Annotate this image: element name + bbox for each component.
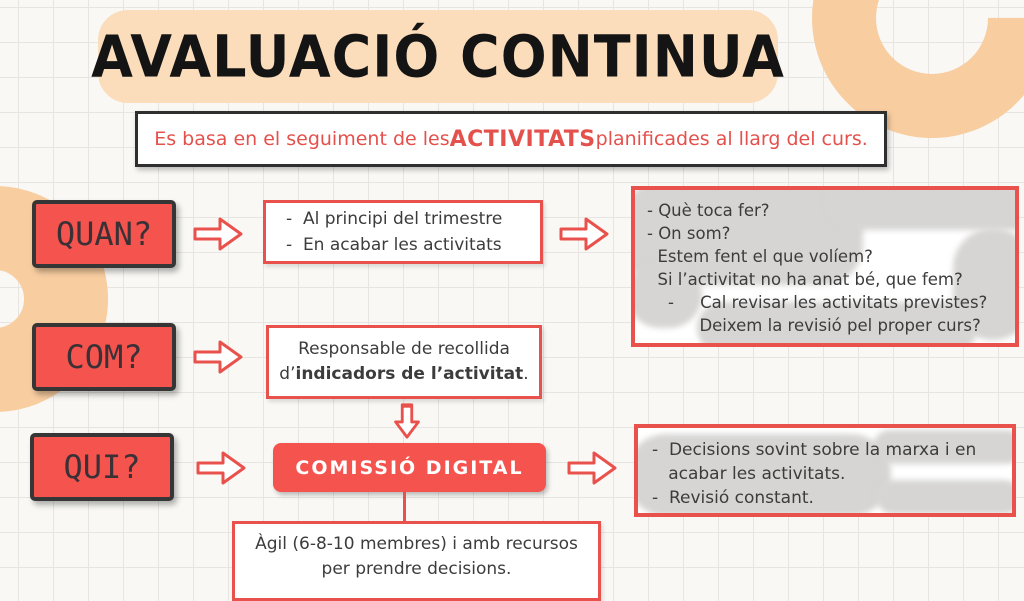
com-detail-box bbox=[266, 325, 542, 399]
subtitle-text-emphasis: ACTIVITATS bbox=[449, 126, 596, 152]
label-box-qui bbox=[30, 433, 174, 501]
com-detail-line2 bbox=[279, 362, 528, 387]
committee-note-text: Àgil (6-8-10 membres) i amb recursos per prendre decisions. bbox=[255, 534, 578, 579]
subtitle-text-pre: Es basa en el seguiment de les bbox=[154, 128, 450, 150]
arrow-right-icon bbox=[192, 338, 244, 376]
quan-result-line: - On som? bbox=[647, 224, 731, 243]
page-title: AVALUACIÓ CONTINUA bbox=[91, 22, 785, 91]
quan-result-line: Deixem la revisió pel proper curs? bbox=[647, 316, 981, 335]
comissio-digital-box bbox=[273, 443, 546, 492]
arrow-right-icon bbox=[195, 449, 247, 487]
label-box-com bbox=[32, 323, 176, 391]
committee-note-connector-line bbox=[403, 492, 406, 522]
label-qui: QUI? bbox=[63, 448, 141, 486]
arrow-right-icon bbox=[566, 449, 618, 487]
com-detail-line1: Responsable de recollida bbox=[298, 339, 510, 359]
quan-detail-line: - En acabar les activitats bbox=[286, 235, 502, 255]
quan-detail-line: - Al principi del trimestre bbox=[286, 209, 503, 229]
qui-result-line: - Revisió constant. bbox=[652, 488, 814, 508]
quan-result-line: - Cal revisar les activitats previstes? bbox=[647, 293, 988, 312]
label-box-quan bbox=[32, 200, 176, 268]
qui-result-box bbox=[634, 424, 1016, 517]
arrow-cap bbox=[401, 404, 412, 408]
arrow-right-icon bbox=[558, 215, 610, 253]
quan-result-box bbox=[631, 186, 1019, 347]
comissio-digital-label: COMISSIÓ DIGITAL bbox=[295, 456, 524, 479]
subtitle-text-post: planificades al llarg del curs. bbox=[595, 128, 868, 150]
quan-result-line: Si l’activitat no ha anat bé, que fem? bbox=[647, 270, 963, 289]
quan-result-line: Estem fent el que volíem? bbox=[647, 247, 873, 266]
qui-result-line: - Decisions sovint sobre la marxa i en bbox=[652, 440, 977, 460]
title-banner bbox=[91, 10, 785, 103]
committee-note-box bbox=[232, 521, 601, 601]
arrow-right-icon bbox=[192, 215, 244, 253]
com-line2-pre: d’ bbox=[279, 364, 296, 384]
qui-result-line: acabar les activitats. bbox=[652, 464, 846, 484]
com-line2-bold: indicadors de l’activitat bbox=[295, 364, 524, 384]
label-com: COM? bbox=[65, 338, 143, 376]
label-quan: QUAN? bbox=[55, 215, 153, 253]
arrow-down-icon bbox=[392, 402, 422, 440]
subtitle-box bbox=[135, 111, 887, 167]
com-line2-post: . bbox=[523, 364, 529, 384]
quan-detail-box bbox=[263, 200, 543, 264]
quan-result-line: - Què toca fer? bbox=[647, 201, 770, 220]
